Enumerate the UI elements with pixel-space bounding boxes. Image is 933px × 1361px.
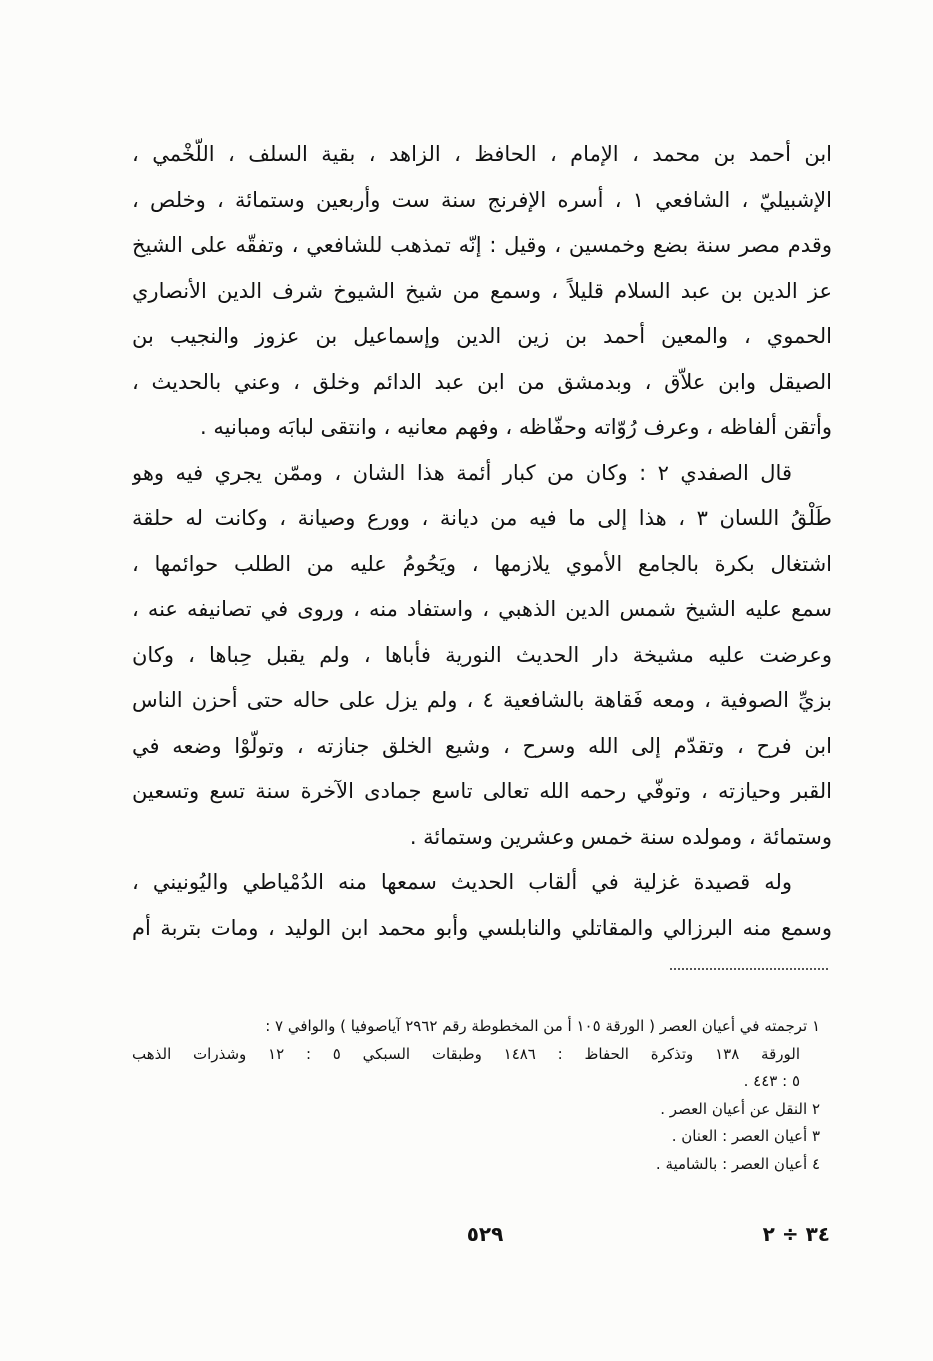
- text-line: طَلْقُ اللسان ٣ ، هذا إلى ما فيه من ديانة ، وورع وصيانة ، وكانت له حلقة: [132, 506, 832, 530]
- text-line: وله قصيدة غزلية في ألقاب الحديث سمعها منه الدُمْياطي واليُونيني ،: [132, 870, 792, 894]
- footnotes: [132, 1013, 820, 1178]
- footnote-line: الورقة ١٣٨ وتذكرة الحفاظ : ١٤٨٦ وطبقات السبكي ٥ : ١٢ وشذرات الذهب: [132, 1044, 800, 1063]
- text-line: القبر وحيازته ، وتوفّي رحمه الله تعالى تاسع جمادى الآخرة سنة تسع وتسعين: [132, 779, 832, 803]
- text-line: سمع عليه الشيخ شمس الدين الذهبي ، واستفاد منه ، وروى في تصانيفه عنه ،: [132, 597, 832, 621]
- footnote-line: ٤ أعيان العصر : بالشامية .: [655, 1154, 820, 1173]
- text-line: ابن أحمد بن محمد ، الإمام ، الحافظ ، الزاهد ، بقية السلف ، اللّخْمي ،: [132, 142, 832, 166]
- text-line: الإشبيليّ ، الشافعي ١ ، أسره الإفرنج سنة ست وأربعين وستمائة ، وخلص ،: [132, 187, 832, 212]
- text-line: اشتغال بكرة بالجامع الأموي يلازمها ، ويَحُومُ عليه من الطلب حوائمها ،: [132, 551, 832, 576]
- text-line: الحموي ، والمعين أحمد بن زين الدين وإسماعيل بن عزوز والنجيب بن: [132, 324, 832, 348]
- text-line: وستمائة ، ومولده سنة خمس وعشرين وستمائة .: [409, 824, 832, 849]
- text-line: ابن فرح ، وتقدّم إلى الله وسرح ، وشيع الخلق جنازته ، وتولّوْا وضعه في: [132, 733, 832, 758]
- text-line: الصيقل وابن علاّق ، وبدمشق من ابن عبد الدائم وخلق ، وعني بالحديث ،: [132, 369, 832, 394]
- footnote-line: ٢ النقل عن أعيان العصر .: [660, 1099, 820, 1118]
- text-line: بزيِّ الصوفية ، ومعه فَقاهة بالشافعية ٤ ، ولم يزل على حاله حتى أحزن الناس: [132, 688, 832, 712]
- text-line: وعرضت عليه مشيخة دار الحديث النورية فأباها ، ولم يقبل حِباها ، وكان: [132, 642, 832, 667]
- footnote-line: ٥ : ٤٤٣ .: [743, 1072, 800, 1090]
- text-line: وأتقن ألفاظه ، وعرف رُوّاته وحفّاظه ، وفهم معانيه ، وانتقى لبابَه ومبانيه .: [200, 415, 832, 439]
- main-text: [132, 132, 832, 951]
- footnote-line: ٣ أعيان العصر : العنان .: [671, 1127, 820, 1145]
- text-line: وقدم مصر سنة بضع وخمسين ، وقيل : إنّه تمذهب للشافعي ، وتفقّه على الشيخ: [132, 233, 832, 257]
- text-line: عز الدين بن عبد السلام قليلاً ، وسمع من شيخ الشيوخ شرف الدين الأنصاري: [132, 278, 832, 303]
- footnote-divider: [670, 968, 828, 970]
- page-number: ٥٢٩: [466, 1222, 504, 1246]
- text-line: قال الصفدي ٢ : وكان من كبار أئمة هذا الشان ، وممّن يجري فيه وهو: [132, 460, 792, 485]
- footnote-line: ١ ترجمته في أعيان العصر ( الورقة ١٠٥ أ من المخطوطة رقم ٢٩٦٢ آياصوفيا ) والوافي ٧ :: [265, 1017, 820, 1035]
- signature-mark: ٣٤ ÷ ٢: [762, 1222, 830, 1246]
- text-line: وسمع منه البرزالي والمقاتلي والنابلسي وأبو محمد ابن الوليد ، ومات بتربة أم: [132, 915, 832, 940]
